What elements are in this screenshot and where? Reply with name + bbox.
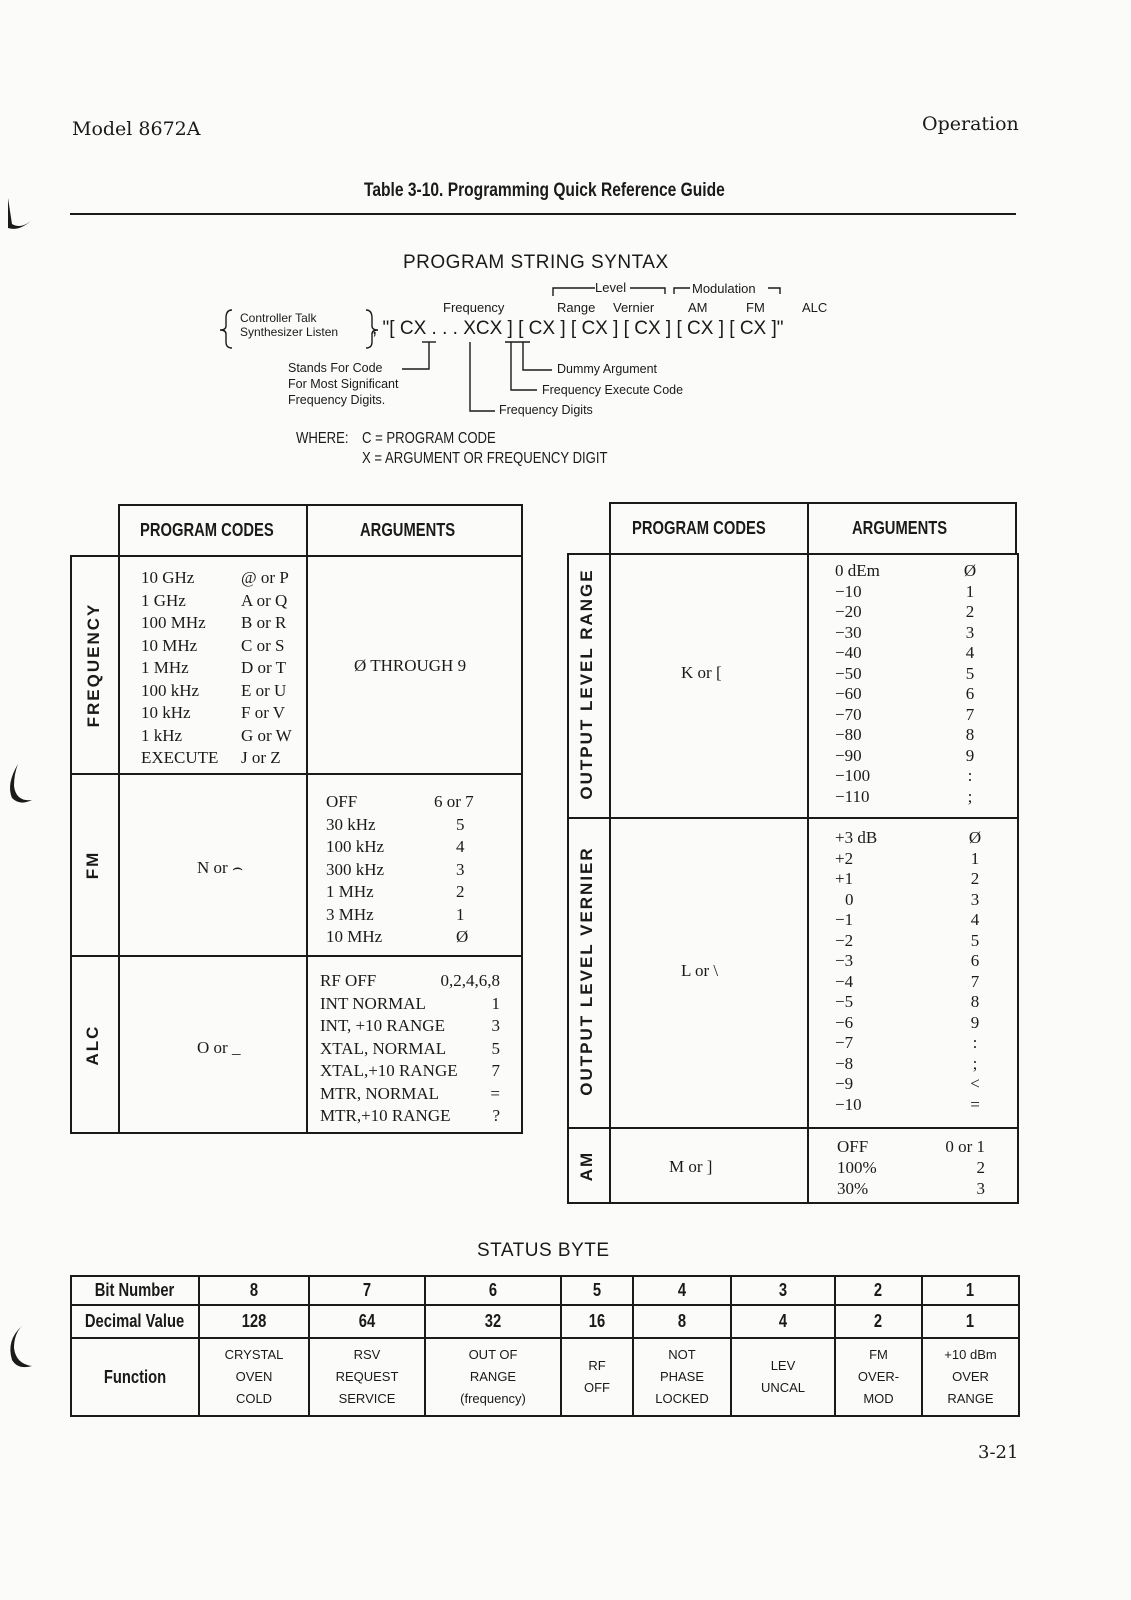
am-label: AM xyxy=(688,300,708,315)
table-cell: 16 xyxy=(561,1305,633,1338)
where-c: C = PROGRAM CODE xyxy=(362,430,496,447)
list-item: 5 xyxy=(456,814,465,834)
list-item: −90 xyxy=(835,745,862,765)
list-item: 8 xyxy=(970,992,980,1011)
list-item: 6 xyxy=(970,951,980,970)
list-item: −10 xyxy=(835,1094,862,1114)
list-item: A or Q xyxy=(241,590,288,610)
range-code: K or [ xyxy=(681,663,722,682)
right-label-divider xyxy=(609,553,611,1204)
list-item: D or T xyxy=(241,658,287,677)
left-col-args-header: ARGUMENTS xyxy=(360,520,456,540)
page-number: 3-21 xyxy=(978,1442,1019,1463)
alc-section-label: ALC xyxy=(83,1024,102,1066)
list-item: 5 xyxy=(491,1038,500,1058)
alc-code: O or _ xyxy=(197,1038,241,1057)
list-item: −60 xyxy=(835,684,862,703)
list-item: −20 xyxy=(835,602,862,621)
list-item: −8 xyxy=(835,1053,854,1073)
table-row xyxy=(71,1276,1019,1305)
note-stands-for: Stands For Code xyxy=(288,361,383,375)
list-item: 9 xyxy=(970,1012,980,1032)
frequency-args: Ø THROUGH 9 xyxy=(354,656,467,675)
list-item: 3 xyxy=(970,889,980,909)
list-item: −6 xyxy=(835,1012,854,1032)
function-lev-uncal: LEV UNCAL xyxy=(731,1338,835,1416)
note-digits: Frequency Digits xyxy=(499,403,593,417)
left-col-codes-header: PROGRAM CODES xyxy=(140,520,274,540)
list-item: 9 xyxy=(965,745,975,765)
list-item: ; xyxy=(972,1053,978,1073)
list-item: Ø xyxy=(456,927,469,946)
table-cell: 6 xyxy=(425,1276,561,1305)
list-item: : xyxy=(967,766,973,785)
list-item: +2 xyxy=(835,848,854,868)
list-item: : xyxy=(972,1033,978,1052)
list-item: < xyxy=(970,1074,980,1093)
controller-talk: Controller Talk xyxy=(240,311,317,325)
function-rf-off: RF OFF xyxy=(561,1338,633,1416)
list-item: 1 MHz xyxy=(326,882,374,901)
list-item: 3 xyxy=(965,622,975,642)
right-row-divider xyxy=(567,817,1019,819)
function-fm-over-mod: FM OVER- MOD xyxy=(835,1338,922,1416)
list-item: 0 xyxy=(845,889,854,909)
table-cell: 8 xyxy=(633,1305,731,1338)
table-cell: 64 xyxy=(309,1305,425,1338)
fm-arg-names xyxy=(326,791,384,949)
table-cell: 32 xyxy=(425,1305,561,1338)
table-cell: 1 xyxy=(922,1276,1019,1305)
right-col-codes-header: PROGRAM CODES xyxy=(632,518,766,538)
table-cell: 2 xyxy=(835,1305,922,1338)
list-item: −70 xyxy=(835,704,862,724)
table-cell: 128 xyxy=(199,1305,309,1338)
list-item: 1 xyxy=(970,848,980,868)
list-item: RF OFF xyxy=(320,971,377,990)
frequency-label: Frequency xyxy=(443,300,505,315)
list-item: 10 kHz xyxy=(141,703,191,722)
list-item: 3 xyxy=(456,859,465,879)
table-cell: 7 xyxy=(309,1276,425,1305)
table-cell: 1 xyxy=(922,1305,1019,1338)
vernier-code: L or \ xyxy=(681,961,719,980)
list-item: 4 xyxy=(965,643,975,662)
table-cell: 4 xyxy=(731,1305,835,1338)
list-item: F or V xyxy=(241,703,286,722)
list-item: 2 xyxy=(970,869,980,888)
list-item: −100 xyxy=(835,766,871,785)
list-item: −10 xyxy=(835,581,862,601)
list-item: EXECUTE xyxy=(141,748,219,767)
list-item: 7 xyxy=(965,704,975,724)
list-item: INT NORMAL xyxy=(320,993,426,1013)
list-item: −50 xyxy=(835,663,862,683)
list-item: 100 MHz xyxy=(141,613,206,632)
frequency-names xyxy=(141,567,218,770)
left-label-divider xyxy=(118,555,120,1134)
alc-label: ALC xyxy=(802,300,828,315)
list-item: C or S xyxy=(241,635,285,655)
fm-section-label: FM xyxy=(83,850,102,880)
list-item: @ or P xyxy=(241,568,289,587)
list-item: 7 xyxy=(491,1061,500,1080)
list-item: 1 xyxy=(456,904,465,924)
list-item: 10 MHz xyxy=(326,927,383,946)
list-item: 30% xyxy=(837,1179,869,1198)
am-arg-names xyxy=(837,1136,877,1199)
left-row-divider xyxy=(70,955,523,957)
list-item: = xyxy=(970,1094,980,1114)
syntax-heading: PROGRAM STRING SYNTAX xyxy=(403,252,669,273)
list-item: ; xyxy=(967,786,973,806)
note-execute-code: Frequency Execute Code xyxy=(542,383,684,397)
list-item: 3 xyxy=(491,1016,500,1035)
function-not-phase-locked: NOT PHASE LOCKED xyxy=(633,1338,731,1416)
list-item: 4 xyxy=(970,910,980,929)
list-item: 2 xyxy=(456,882,465,901)
list-item: INT, +10 RANGE xyxy=(320,1016,445,1035)
list-item: OFF xyxy=(326,792,358,811)
am-section-label: AM xyxy=(577,1150,596,1182)
list-item: 8 xyxy=(965,725,975,744)
left-row-divider xyxy=(70,773,523,775)
list-item: −80 xyxy=(835,725,862,744)
list-item: 0 dEm xyxy=(835,561,880,580)
table-row xyxy=(71,1338,1019,1416)
list-item: 4 xyxy=(456,837,465,856)
binding-hole-mark xyxy=(0,1320,40,1380)
list-item: MTR,+10 RANGE xyxy=(320,1106,451,1125)
list-item: −110 xyxy=(835,786,870,806)
list-item: 100% xyxy=(837,1158,877,1177)
program-string: , "[ CX . . . XCX ] [ CX ] [ CX ] [ CX ] [ CX ] [ CX ]" xyxy=(372,318,784,339)
list-item: G or W xyxy=(241,725,292,745)
list-item: 1 kHz xyxy=(141,725,183,745)
binding-hole-mark xyxy=(0,760,40,820)
frequency-codes xyxy=(241,567,292,770)
list-item: 10 GHz xyxy=(141,568,195,587)
status-byte-heading: STATUS BYTE xyxy=(477,1240,610,1261)
list-item: 100 kHz xyxy=(141,680,200,700)
level-label: Level xyxy=(595,280,627,295)
row-header-decimal-value: Decimal Value xyxy=(71,1305,199,1338)
list-item: 1 xyxy=(965,581,975,601)
list-item: Ø xyxy=(963,561,977,580)
right-row-divider xyxy=(567,1127,1019,1129)
row-header-function: Function xyxy=(71,1338,199,1416)
range-arg-values xyxy=(950,561,990,807)
vernier-arg-values xyxy=(955,828,995,1115)
row-header-bit-number: Bit Number xyxy=(71,1276,199,1305)
status-byte-table xyxy=(70,1275,1020,1417)
list-item: −30 xyxy=(835,622,862,642)
list-item: = xyxy=(490,1083,500,1103)
list-item: +3 dB xyxy=(835,828,878,847)
list-item: −1 xyxy=(835,910,854,929)
binding-hole-mark xyxy=(0,190,40,250)
list-item: 2 xyxy=(976,1158,985,1177)
list-item: +1 xyxy=(835,869,854,888)
list-item: 1 xyxy=(491,993,500,1013)
am-code: M or ] xyxy=(669,1157,713,1176)
fm-arg-values xyxy=(434,791,474,949)
output-level-vernier-label: OUTPUT LEVEL VERNIER xyxy=(577,846,596,1096)
range-label: Range xyxy=(557,300,596,315)
list-item: −2 xyxy=(835,930,854,950)
list-item: 6 or 7 xyxy=(434,792,474,811)
section-label: Operation xyxy=(922,113,1019,135)
list-item: 2 xyxy=(965,602,975,621)
table-cell: 8 xyxy=(199,1276,309,1305)
list-item: 3 xyxy=(976,1179,985,1198)
list-item: OFF xyxy=(837,1137,869,1156)
table-row xyxy=(71,1305,1019,1338)
list-item: −7 xyxy=(835,1033,854,1052)
list-item: 30 kHz xyxy=(326,814,376,834)
where-x: X = ARGUMENT OR FREQUENCY DIGIT xyxy=(362,450,608,467)
list-item: 3 MHz xyxy=(326,904,374,924)
list-item: −9 xyxy=(835,1074,854,1093)
list-item: 0 or 1 xyxy=(945,1137,985,1156)
table-cell: 4 xyxy=(633,1276,731,1305)
function-out-of-range: OUT OF RANGE (frequency) xyxy=(425,1338,561,1416)
output-level-range-label: OUTPUT LEVEL RANGE xyxy=(577,568,596,800)
model-label: Model 8672A xyxy=(72,118,201,140)
function-rsv-request-service: RSV REQUEST SERVICE xyxy=(309,1338,425,1416)
function-crystal-oven-cold: CRYSTAL OVEN COLD xyxy=(199,1338,309,1416)
list-item: ? xyxy=(492,1106,500,1125)
alc-arg-values xyxy=(420,970,500,1128)
table-title: Table 3-10. Programming Quick Reference Guide xyxy=(364,180,725,201)
list-item: E or U xyxy=(241,680,287,700)
list-item: −4 xyxy=(835,971,854,991)
list-item: −40 xyxy=(835,643,862,662)
table-cell: 2 xyxy=(835,1276,922,1305)
list-item: XTAL,+10 RANGE xyxy=(320,1061,458,1080)
list-item: 300 kHz xyxy=(326,859,385,879)
title-rule xyxy=(70,213,1016,215)
list-item: 6 xyxy=(965,684,975,703)
frequency-section-label: FREQUENCY xyxy=(84,602,103,728)
vernier-label: Vernier xyxy=(613,300,655,315)
range-arg-names xyxy=(835,561,880,807)
list-item: 1 GHz xyxy=(141,590,186,610)
list-item: Ø xyxy=(968,828,982,847)
vernier-arg-names xyxy=(835,828,877,1115)
note-most-significant: For Most Significant xyxy=(288,377,399,391)
note-dummy-argument: Dummy Argument xyxy=(557,362,658,376)
list-item: MTR, NORMAL xyxy=(320,1083,440,1103)
list-item: 5 xyxy=(970,930,980,950)
list-item: 1 MHz xyxy=(141,658,189,677)
list-item: 10 MHz xyxy=(141,635,198,655)
function-plus10dbm-over-range: +10 dBm OVER RANGE xyxy=(922,1338,1019,1416)
list-item: XTAL, NORMAL xyxy=(320,1038,447,1058)
fm-code: N or ⌢ xyxy=(197,858,244,877)
where-label: WHERE: xyxy=(296,430,349,447)
list-item: 5 xyxy=(965,663,975,683)
fm-label: FM xyxy=(746,300,765,315)
table-cell: 3 xyxy=(731,1276,835,1305)
table-cell: 5 xyxy=(561,1276,633,1305)
list-item: 100 kHz xyxy=(326,837,385,856)
am-arg-values xyxy=(925,1136,985,1199)
list-item: −5 xyxy=(835,992,854,1011)
right-col-args-header: ARGUMENTS xyxy=(852,518,948,538)
list-item: 7 xyxy=(970,971,980,991)
list-item: −3 xyxy=(835,951,854,970)
synthesizer-listen: Synthesizer Listen xyxy=(240,325,339,339)
note-frequency-digits: Frequency Digits. xyxy=(288,393,386,407)
list-item: J or Z xyxy=(241,748,281,767)
modulation-label: Modulation xyxy=(692,281,756,296)
list-item: B or R xyxy=(241,613,287,632)
list-item: 0,2,4,6,8 xyxy=(440,971,500,990)
